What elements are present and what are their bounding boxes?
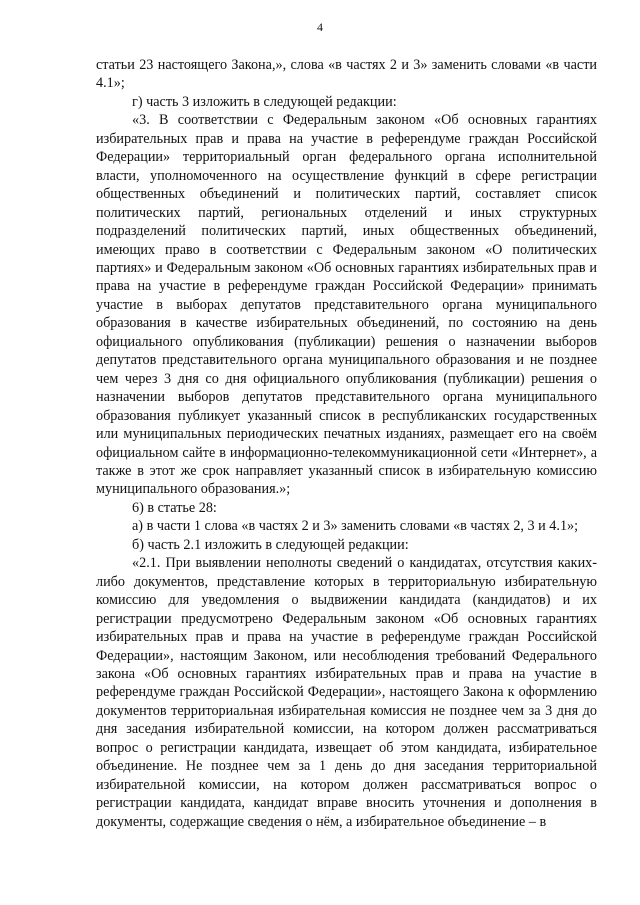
paragraph-article-23-continuation: статьи 23 настоящего Закона,», слова «в частях 2 и 3» заменить словами «в части 4.1»; [96, 57, 597, 92]
paragraph-part-3-text: «3. В соответствии с Федеральным законом «Об основных гарантиях избирательных прав и права на участие в референдуме граждан Российской Федерации» территориальный орган федерального органа исполнительной власти, уполномоченного на осуществление функций в сфере регистрации общественных объединений и политических партий, составляет список политических партий, региональных отделений и иных структурных подразделений политических партий, иных общественных объединений, имеющих право в соответствии с Федеральным законом «О политических партиях» и Федеральным законом «Об основных гарантиях избирательных прав и права на участие в референдуме граждан Российской Федерации» принимать участие в выборах депутатов представительного органа муниципального образования в качестве избирательных объединений, по состоянию на день официального опубликования (публикации) решения о назначении выборов депутатов представительного органа муниципального образования и не позднее чем через 3 дня со дня официального опубликования (публикации) решения о назначении выборов депутатов представительного органа муниципального образования публикует указанный список в республиканских государственных или муниципальных периодических печатных изданиях, размещает его на своём официальном сайте в информационно-телекоммуникационной сети «Интернет», а также в этот же срок направляет указанный список в избирательную комиссию муниципального образования.»; [96, 112, 597, 498]
paragraph-item-6: 6) в статье 28: [132, 499, 217, 516]
paragraph-item-b: б) часть 2.1 изложить в следующей редакции: [132, 536, 409, 553]
paragraph-item-a: а) в части 1 слова «в частях 2 и 3» заменить словами «в частях 2, 3 и 4.1»; [132, 518, 579, 535]
document-body [96, 56, 597, 831]
page-number: 4 [317, 20, 323, 34]
paragraph-part-2-1-text: «2.1. При выявлении неполноты сведений о кандидатах, отсутствия каких-либо документов, представление которых в территориальную избирательную комиссию для уведомления о выдвижении кандидата (кандидатов) и их регистрации предусмотрено Федеральным законом «Об основных гарантиях избирательных прав и права на участие в референдуме граждан Российской Федерации», настоящим Законом, или несоблюдения требований Федерального закона «Об основных гарантиях избирательных прав и права на участие в референдуме граждан Российской Федерации», настоящего Закона к оформлению документов территориальная избирательная комиссия не позднее чем за 3 дня до дня заседания избирательной комиссии, на котором должен рассматриваться вопрос о регистрации кандидата, извещает об этом кандидата, избирательное объединение. Не позднее чем за 1 день до дня заседания территориальной избирательной комиссии, на котором должен рассматриваться вопрос о регистрации кандидата, кандидат вправе вносить уточнения и дополнения в документы, содержащие сведения о нём, а избирательное объединение – в [96, 555, 597, 830]
paragraph-item-g: г) часть 3 изложить в следующей редакции: [132, 93, 397, 110]
